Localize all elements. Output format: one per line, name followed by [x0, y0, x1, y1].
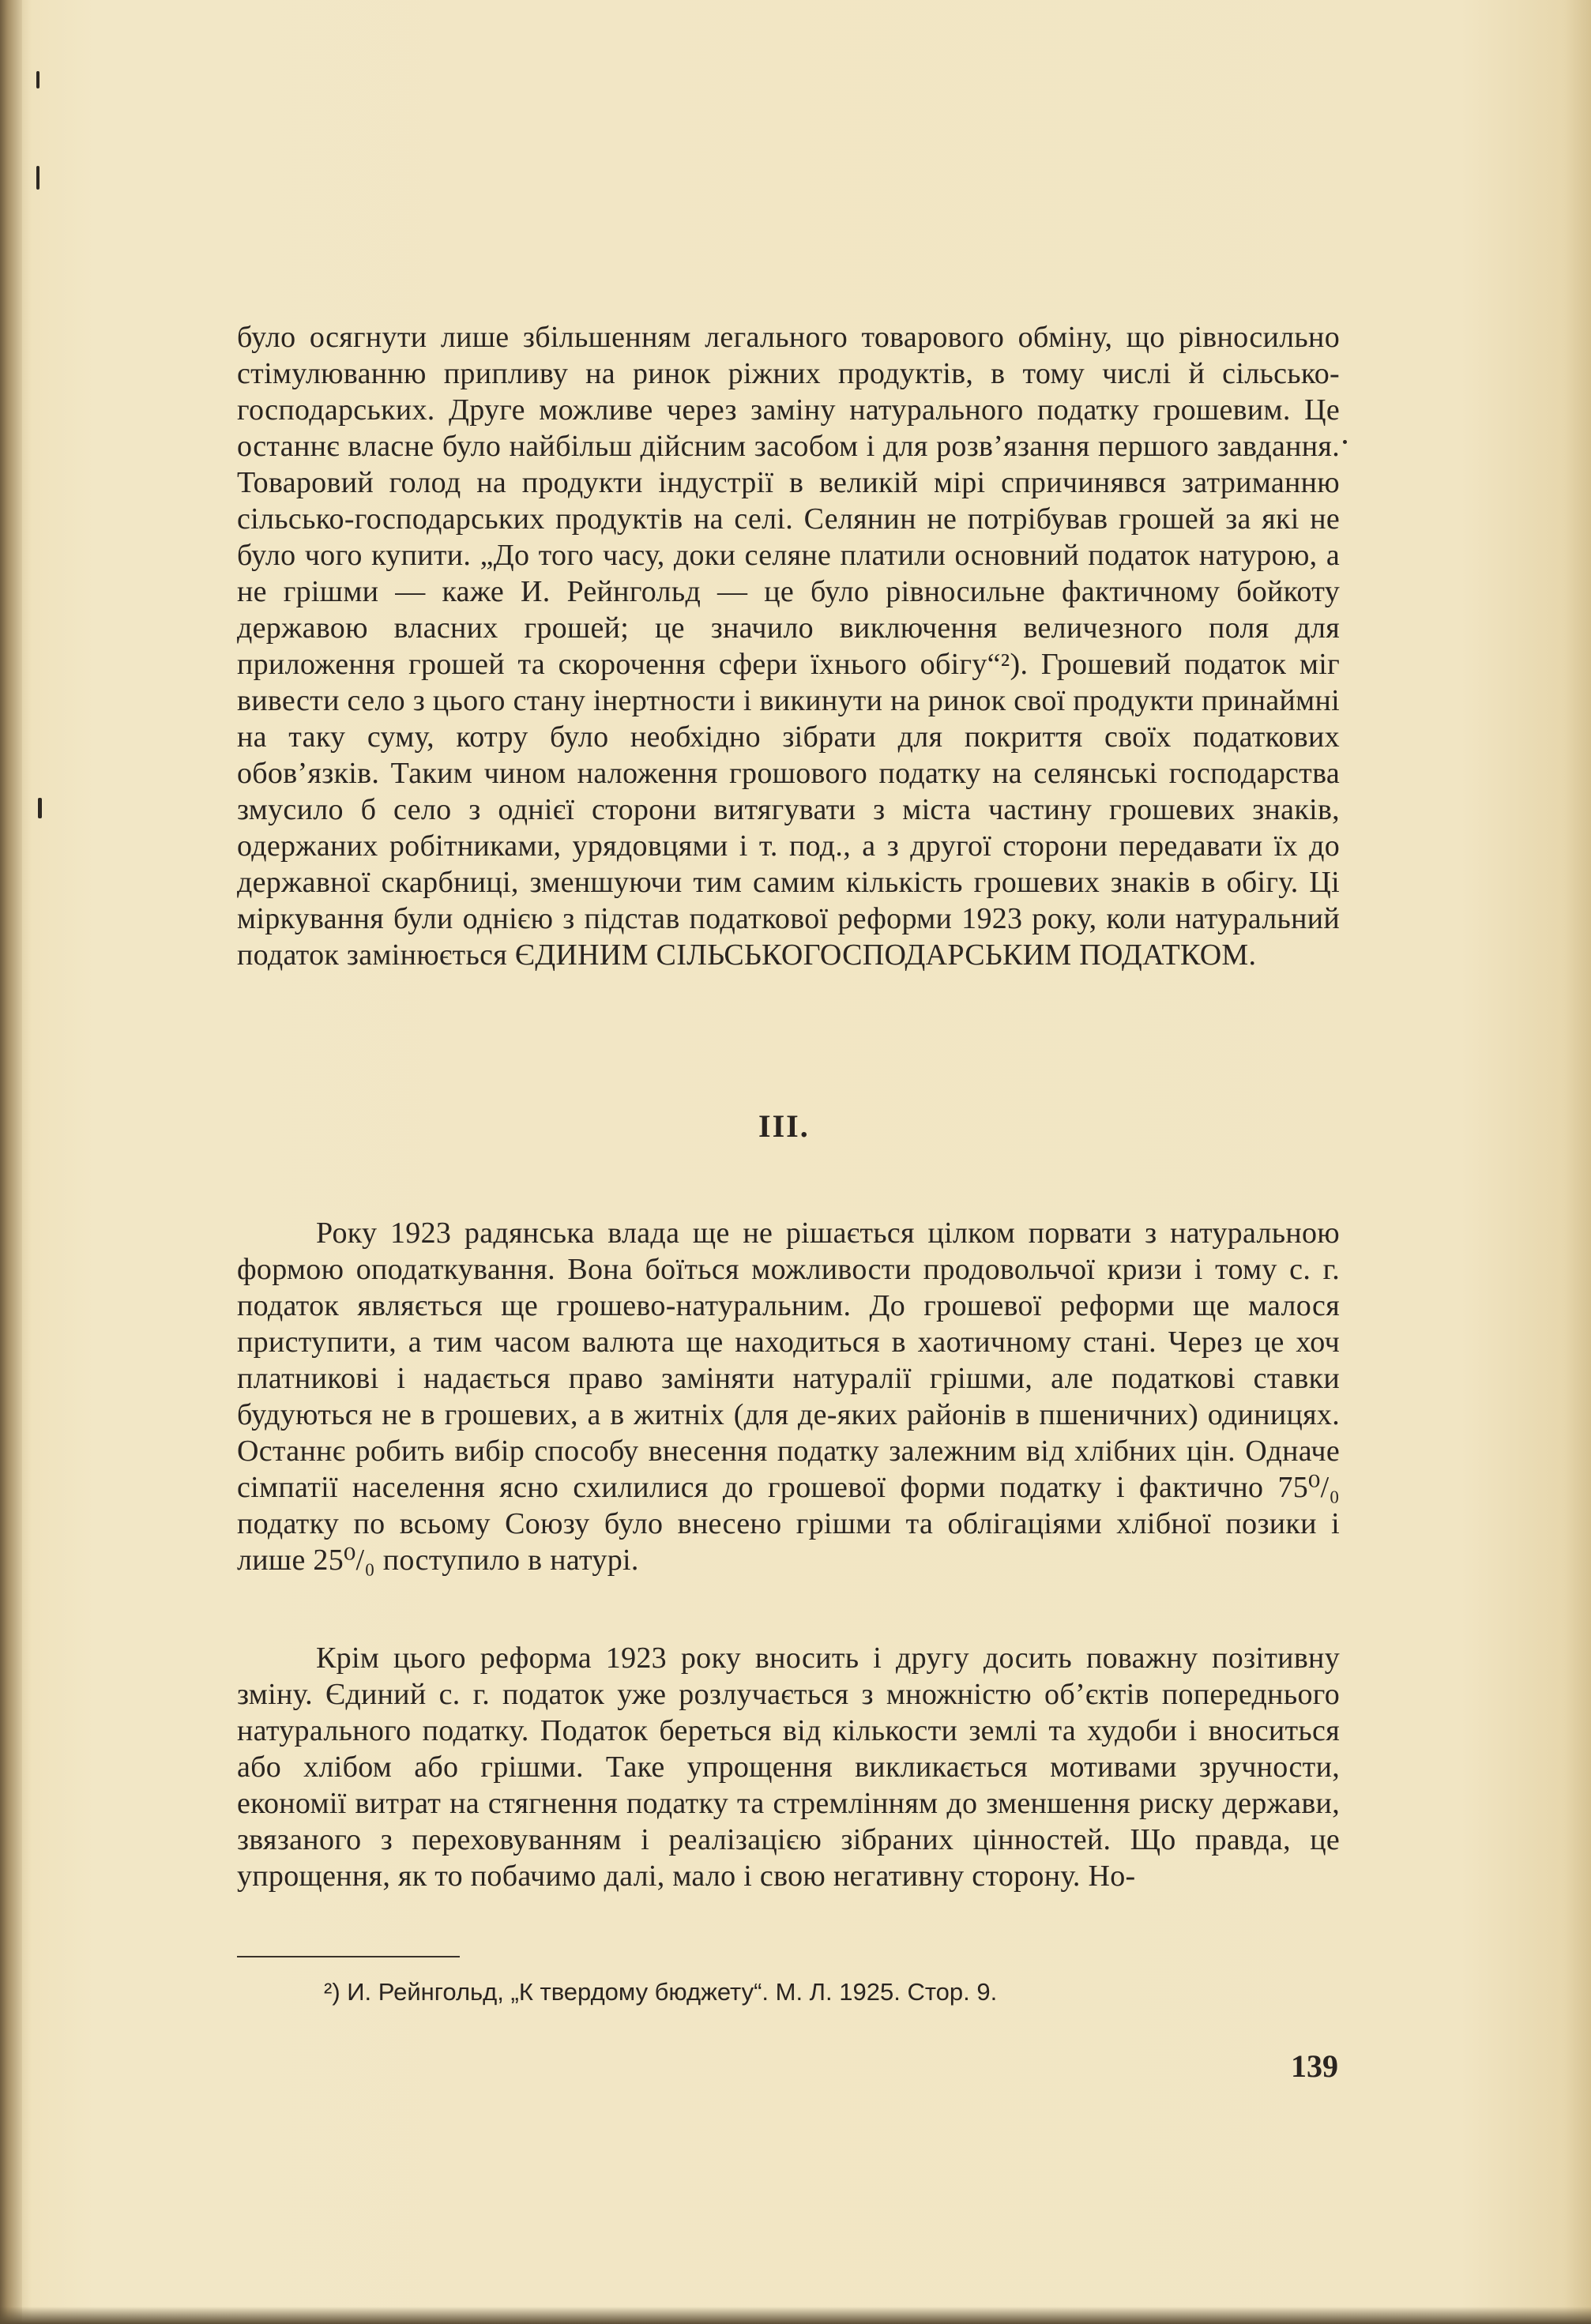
paragraph-text: Року 1923 радянська влада ще не рішається цілком порвати з натуральною формою оподаткування. Вона боїться можливости продовольчої кризи і тому с. г. податок являється ще грошево-натуральним. До грошевої реформи ще малося приступити, а тим часом валюта ще находиться в хаотичному стані. Через це хоч платникові і надається право заміняти натуралії грішми, але податкові ставки будуються не в грошевих, а в житніх (для де-яких районів в пшеничних) одиницях. Останнє робить вибір способу внесення податку залежним від хлібних цін. Одначе сімпатії населення ясно схилилися до грошевої форми податку і фактично 75⁰/₀ податку по всьому Союзу було внесено грішми та облігаціями хлібної позики і лише 25⁰/₀ поступило в натурі. [237, 1217, 1340, 1577]
page-number: 139 [1291, 2048, 1338, 2084]
footnote-divider [237, 1956, 460, 1957]
section-heading: III. [758, 1108, 810, 1144]
book-binding-edge [0, 0, 22, 2324]
body-paragraph-3 [237, 1640, 1340, 1894]
page-bottom-edge [0, 2307, 1591, 2324]
margin-mark [38, 798, 42, 818]
margin-mark [36, 71, 39, 88]
margin-mark [36, 166, 39, 190]
paragraph-text: було осягнути лише збільшенням легального товарового обміну, що рівносильно стімулюванню припливу на ринок ріжних продуктів, в тому числі й сільсько-господарських. Друге можливе через заміну натурального податку грошевим. Це останнє власне було найбільш дійсним засобом і для розв’язання першого завдання. Товаровий голод на продукти індустрії в великій мірі спричинявся затриманню сільсько-господарських продуктів на селі. Селянин не потрібував грошей за які не було чого купити. „До того часу, доки селяне платили основний податок натурою, а не грішми — каже И. Рейнгольд — це було рівносильне фактичному бойкоту державою власних грошей; це значило виключення величезного поля для приложення грошей та скорочення сфери їхнього обігу“²). Грошевий податок міг вивести село з цього стану інертности і викинути на ринок свої продукти принаймні на таку суму, котру було необхідно зібрати для покриття своїх податкових обов’язків. Таким чином наложення грошового податку на селянські господарства змусило б село з однієї сторони витягувати з міста частину грошевих знаків, одержаних робітниками, урядовцями і т. под., а з другої сторони передавати їх до державної скарбниці, зменшуючи тим самим кількість грошевих знаків в обігу. Ці міркування були однією з підстав податкової реформи 1923 року, коли натуральний податок замінюється ЄДИНИМ СІЛЬСЬКОГОСПОДАРСЬКИМ ПОДАТКОМ. [237, 321, 1340, 972]
footnote: ²) И. Рейнгольд, „К твердому бюджету“. М. Л. 1925. Стор. 9. [324, 1978, 998, 2006]
body-paragraph-2 [237, 1215, 1340, 1578]
margin-mark [1343, 440, 1347, 444]
paragraph-text: Крім цього реформа 1923 року вносить і другу досить поважну позітивну зміну. Єдиний с. г. податок уже розлучається з множністю об’єктів попереднього натурального податку. Податок береться від кількости землі та худоби і вноситься або хлібом або грішми. Таке упрощення викликається мотивами зручности, економії витрат на стягнення податку та стремлінням до зменшення риску держави, звязаного з переховуванням і реалізацією зібраних цінностей. Що правда, це упрощення, як то побачимо далі, мало і свою негативну сторону. Но- [237, 1641, 1340, 1893]
body-paragraph-1 [237, 319, 1340, 973]
